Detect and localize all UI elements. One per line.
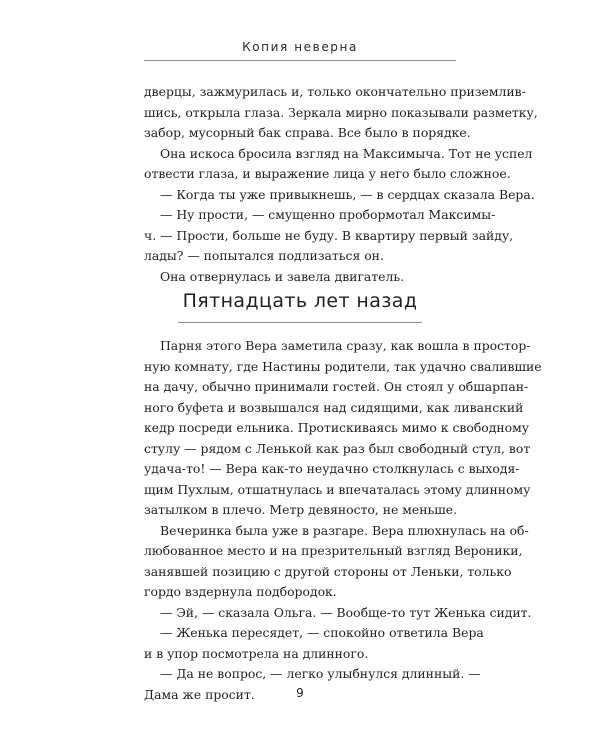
top-text-block [144,82,538,287]
section-heading: Пятнадцать лет назад [182,290,418,312]
text-line: затылком в плечо. Метр девяносто, не меньше. [144,502,458,517]
page-number: 9 [296,686,304,700]
text-line: — Эй, — сказала Ольга. — Вообще-то тут Женька сидит. [160,604,532,620]
text-line: лады? — попытался подлизаться он. [144,248,384,263]
text-line: кедр посреди ельника. Протискиваясь мимо к свободному [144,420,530,435]
text-line: на дачу, обычно принимали гостей. Он стоял у обшарпан- [144,379,529,394]
text-line: Она искоса бросила взгляд на Максимыча. Тот не успел [160,145,533,161]
text-line: — Ну прости, — смущенно пробормотал Максимы- [160,207,496,222]
text-line: забор, мусорный бак справа. Все было в порядке. [144,125,471,140]
text-line: дверцы, зажмурилась и, только окончательно приземлив- [144,84,526,99]
text-line: удача-то! — Вера как-то неудачно столкнулась с выходя- [144,461,520,476]
text-line: ч. — Прости, больше не буду. В квартиру первый зайду, [144,227,514,243]
running-header-title: Копия неверна [242,40,358,54]
text-line: Вечеринка была уже в разгаре. Вера плюхнулась на об- [160,522,529,538]
text-line: ного буфета и возвышался над сидящими, как ливанский [144,399,524,415]
text-line: стулу — рядом с Ленькой как раз был свободный стул, вот [144,440,531,456]
text-line: шись, открыла глаза. Зеркала мирно показывали разметку, [144,104,538,120]
text-line: щим Пухлым, отшатнулась и впечаталась этому длинному [144,481,531,497]
text-line: занявшей позицию с другой стороны от Леньки, только [144,563,512,579]
text-line: — Когда ты уже привыкнешь, — в сердцах сказала Вера. [160,186,535,202]
text-line: отвести глаза, и выражение лица у него было сложное. [144,166,511,181]
text-line: Парня этого Вера заметила сразу, как вошла в простор- [160,338,531,353]
text-line: — Женька пересядет, — спокойно ответила Вера [160,625,484,640]
text-line: Дама же просит. [144,686,255,702]
text-line: любованное место и на презрительный взгляд Вероники, [144,543,523,558]
text-line: — Да не вопрос, — легко улыбнулся длинный. — [160,666,481,681]
main-text-block [144,336,542,705]
heading-underline [178,322,422,323]
text-line: ную комнату, где Настины родители, так удачно свалившие [144,358,542,374]
text-line: и в упор посмотрела на длинного. [144,645,369,661]
header-divider [144,60,456,61]
text-line: Она отвернулась и завела двигатель. [160,268,405,284]
text-line: гордо вздернула подбородок. [144,584,337,599]
